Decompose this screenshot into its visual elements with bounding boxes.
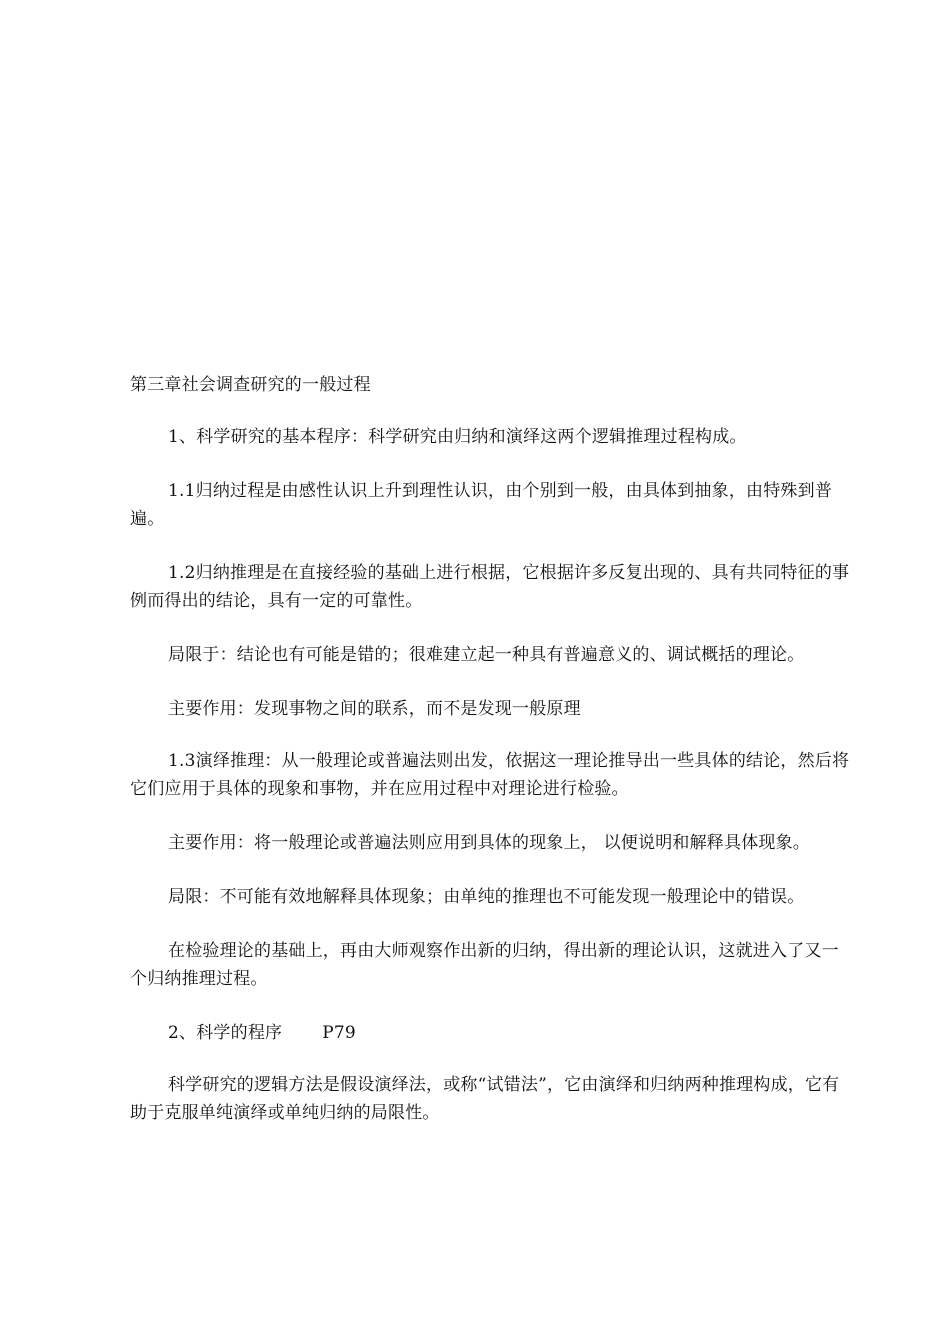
chapter-title: 第三章社会调查研究的一般过程: [130, 375, 371, 395]
paragraph-1-2: 1.2归纳推理是在直接经验的基础上进行根据，它根据许多反复出现的、具有共同特征的事例而得出的结论，具有一定的可靠性。: [130, 563, 850, 611]
paragraph-limitation-2: 局限：不可能有效地解释具体现象；由单纯的推理也不可能发现一般理论中的错误。: [168, 887, 805, 907]
section-2-heading: [130, 1019, 850, 1047]
section-2-page-ref: P79: [322, 1023, 356, 1043]
paragraph-1: 1、科学研究的基本程序：科学研究由归纳和演绎这两个逻辑推理过程构成。: [168, 427, 747, 447]
section-2-label: 2、科学的程序: [168, 1023, 283, 1043]
paragraph-new-induction: 在检验理论的基础上，再由大师观察作出新的归纳，得出新的理论认识，这就进入了又一个归纳推理过程。: [130, 941, 839, 989]
paragraph-1-1: 1.1归纳过程是由感性认识上升到理性认识，由个别到一般，由具体到抽象，由特殊到普遍。: [130, 481, 833, 529]
document-body: [130, 372, 850, 1153]
paragraph-final: 科学研究的逻辑方法是假设演绎法，或称“试错法”，它由演绎和归纳两种推理构成，它有助于克服单纯演绎或单纯归纳的局限性。: [130, 1075, 840, 1123]
paragraph-limitation-1: 局限于：结论也有可能是错的；很难建立起一种具有普遍意义的、调试概括的理论。: [168, 645, 805, 665]
paragraph-main-role-1: 主要作用：发现事物之间的联系，而不是发现一般原理: [168, 699, 581, 719]
paragraph-1-3: 1.3演绎推理：从一般理论或普遍法则出发，依据这一理论推导出一些具体的结论，然后将它们应用于具体的现象和事物，并在应用过程中对理论进行检验。: [130, 751, 850, 799]
paragraph-main-role-2: 主要作用：将一般理论或普遍法则应用到具体的现象上， 以便说明和解释具体现象。: [168, 833, 811, 853]
